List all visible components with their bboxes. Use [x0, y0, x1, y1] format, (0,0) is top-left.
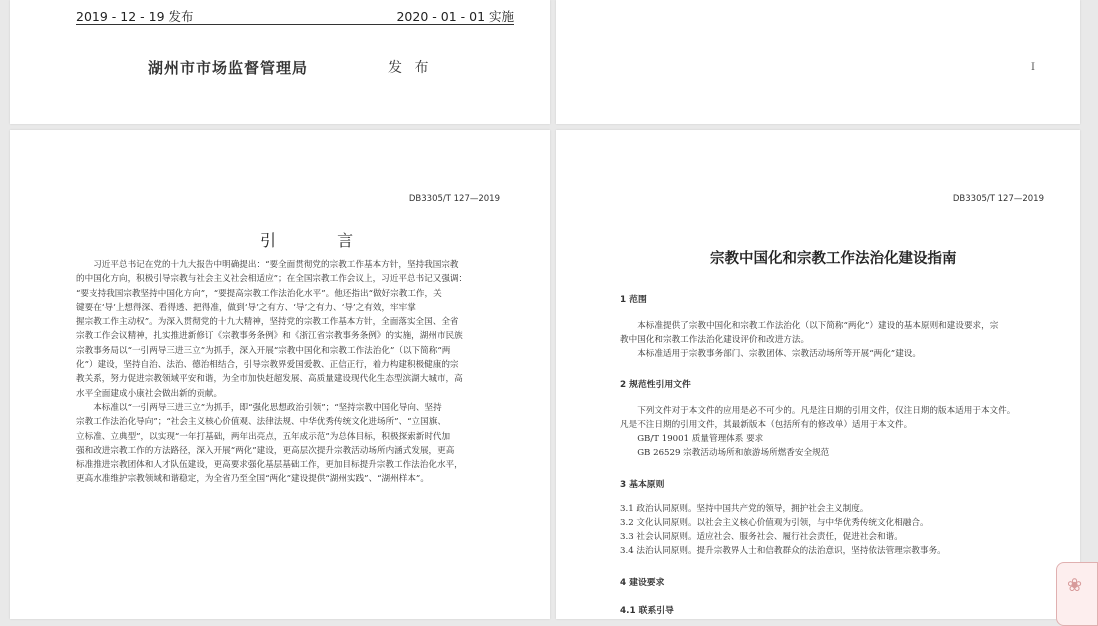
guide-page	[556, 130, 1083, 619]
page-number: I	[1031, 62, 1035, 73]
intro-body: 习近平总书记在党的十九大报告中明确提出：“要全面贯彻党的宗教工作基本方针，坚持我国宗教 的中国化方向，积极引导宗教与社会主义社会相适应”；在全国宗教工作会议上，习近平总书记又强调： “要支持我国宗教坚持中国化方向”，“要提高宗教工作法治化水平”。他还指出“做好宗教工作，关 键要在‘导’上想得深、看得透、把得准，做到‘导’之有方、‘导’之有力、‘导’之有效，牢牢掌 握宗教工作主动权”。为深入贯彻党的十九大精神，坚持党的宗教工作基本方针，全面落实全国、全省 宗教工作会议精神，扎实推进新修订《宗教事务条例》和《浙江省宗教事务条例》的实施，湖州市民族 宗教事务局以“一引两导三进三立”为抓手，深入开展“宗教中国化和宗教工作法治化”（以下简称“两 化”）建设，坚持自治、法治、德治相结合，引导宗教界爱国爱教、正信正行，着力构建积极健康的宗 教关系，努力促进宗教领域平安和谐，为全市加快赶超发展、高质量建设现代化生态型滨湖大城市，高 水平全面建成小康社会做出新的贡献。 本标准以“一引两导三进三立”为抓手，即“强化思想政治引领”；“坚持宗教中国化导向、坚持 宗教工作法治化导向”；“社会主义核心价值观、法律法规、中华优秀传统文化进场所”、“立国旗、 立标准、立典型”，以实现“一年打基础，两年出亮点，五年成示范”为总体目标，积极探索新时代加 强和改进宗教工作的方法路径，深入开展“两化”建设，更高层次提升宗教活动场所内涵式发展，更高 标准推进宗教团体和人才队伍建设，更高要求强化基层基础工作，更加目标提升宗教工作法治化水平， 更高水准维护宗教领域和谐稳定，为全省乃至全国“两化”建设提供“湖州实践”、“湖州样本”。	[76, 260, 468, 485]
standard-code: DB3305/T 127—2019	[408, 194, 500, 204]
cover-divider	[76, 24, 514, 25]
document-title: 宗教中国化和宗教工作法治化建设指南	[710, 251, 957, 267]
section-3-heading: 3 基本原则	[620, 480, 665, 490]
seal-stamp	[1056, 562, 1098, 626]
section-2-heading: 2 规范性引用文件	[620, 380, 691, 390]
section-1-body: 本标准提供了宗教中国化和宗教工作法治化（以下简称“两化”）建设的基本原则和建设要求，宗 教中国化和宗教工作法治化建设评价和改进方法。 本标准适用于宗教事务部门、宗教团体、宗教活动场所等开展“两化”建设。	[620, 321, 999, 359]
section-4-1-heading: 4.1 联系引导	[620, 606, 674, 616]
section-1-heading: 1 范围	[620, 295, 647, 305]
section-4-heading: 4 建设要求	[620, 578, 665, 588]
effective-date: 2020 - 01 - 01 实施	[396, 9, 514, 24]
section-2-body: 下列文件对于本文件的应用是必不可少的。凡是注日期的引用文件，仅注日期的版本适用于本文件。 凡是不注日期的引用文件，其最新版本（包括所有的修改单）适用于本文件。 GB/T 19001 质量管理体系 要求 GB 26529 宗教活动场所和旅游场所燃香安全规范	[620, 406, 1016, 458]
blank-page	[556, 0, 1080, 124]
seal-icon: ❀	[1067, 575, 1083, 596]
intro-title: 引 言	[260, 231, 382, 250]
publish-label: 发 布	[388, 60, 433, 76]
section-3-body: 3.1 政治认同原则。坚持中国共产党的领导，拥护社会主义制度。 3.2 文化认同原则。以社会主义核心价值观为引领，与中华优秀传统文化相融合。 3.3 社会认同原则。适应社会、服务社会、履行社会责任，促进社会和谐。 3.4 法治认同原则。提升宗教界人士和信教群众的法治意识，坚持依法管理宗教事务。	[620, 504, 946, 556]
issuer-name: 湖州市市场监督管理局	[148, 59, 309, 77]
issue-date: 2019 - 12 - 19 发布	[76, 9, 194, 24]
cover-page	[10, 0, 550, 124]
standard-code: DB3305/T 127—2019	[952, 194, 1044, 204]
intro-page	[10, 130, 550, 619]
